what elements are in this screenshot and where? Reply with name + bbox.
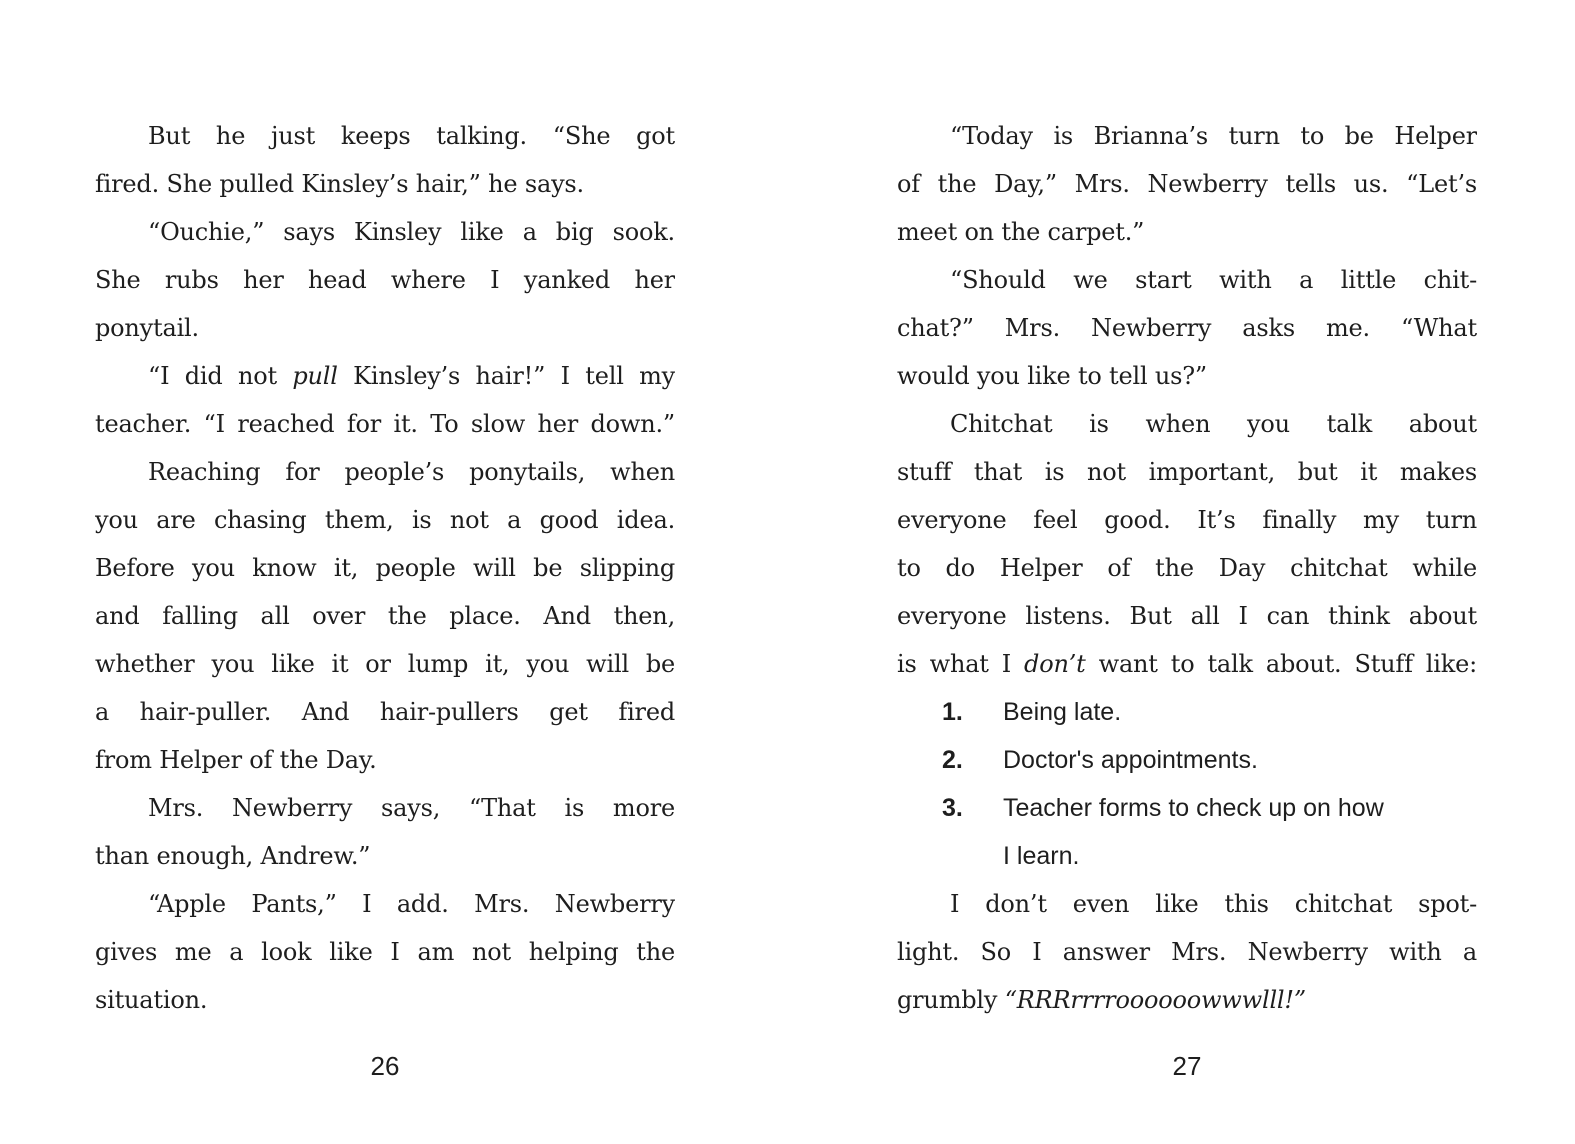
- text-segment: grumbly: [897, 986, 1005, 1014]
- text-line: I don’t even like this chitchat spot-: [950, 890, 1477, 918]
- list-item-number: 2.: [942, 746, 963, 774]
- text-line: “Apple Pants,” I add. Mrs. Newberry: [148, 890, 675, 918]
- page-left-text: [95, 112, 675, 1024]
- text-line: But he just keeps talking. “She got: [148, 122, 675, 150]
- text-line: situation.: [95, 986, 208, 1014]
- page-right: [897, 112, 1477, 1090]
- text-line: and falling all over the place. And then,: [95, 602, 675, 630]
- text-line: whether you like it or lump it, you will be: [95, 650, 675, 678]
- text-line: would you like to tell us?”: [897, 362, 1207, 390]
- text-segment-italic: pull: [292, 362, 338, 390]
- text-line: ponytail.: [95, 314, 199, 342]
- text-line: you are chasing them, is not a good idea.: [95, 506, 675, 534]
- text-line: Before you know it, people will be slipping: [95, 554, 675, 582]
- list-item-continuation: [897, 832, 1477, 880]
- list-item-text: Being late.: [1003, 698, 1122, 726]
- list-item-text: I learn.: [1003, 842, 1080, 870]
- text-line: teacher. “I reached for it. To slow her down.”: [95, 410, 675, 438]
- text-line: chat?” Mrs. Newberry asks me. “What: [897, 314, 1477, 342]
- text-line: [897, 976, 1477, 1024]
- text-line: gives me a look like I am not helping the: [95, 938, 675, 966]
- text-line: fired. She pulled Kinsley’s hair,” he says.: [95, 170, 584, 198]
- text-segment: Kinsley’s hair!” I tell my: [337, 362, 675, 390]
- text-line: [897, 640, 1477, 688]
- text-line: everyone feel good. It’s finally my turn: [897, 506, 1477, 534]
- text-line: [95, 352, 675, 400]
- text-line: Mrs. Newberry says, “That is more: [148, 794, 675, 822]
- text-line: Reaching for people’s ponytails, when: [148, 458, 675, 486]
- page-left: [95, 112, 675, 1090]
- text-line: light. So I answer Mrs. Newberry with a: [897, 938, 1477, 966]
- page-number-right: 27: [1172, 1051, 1202, 1081]
- list-item-number: 1.: [942, 698, 963, 726]
- text-line: than enough, Andrew.”: [95, 842, 371, 870]
- text-line: “Today is Brianna’s turn to be Helper: [950, 122, 1477, 150]
- text-line: of the Day,” Mrs. Newberry tells us. “Let’s: [897, 170, 1477, 198]
- text-segment-italic: don’t: [1024, 650, 1086, 678]
- text-line: from Helper of the Day.: [95, 746, 377, 774]
- text-line: “Ouchie,” says Kinsley like a big sook.: [148, 218, 675, 246]
- text-line: She rubs her head where I yanked her: [95, 266, 675, 294]
- list-item-text: Doctor's appointments.: [1003, 746, 1258, 774]
- list-item: [897, 688, 1477, 736]
- text-segment-italic: “RRRrrrroooooowwwlll!”: [1004, 986, 1306, 1014]
- text-segment: “I did not: [148, 362, 293, 390]
- list-item-text: Teacher forms to check up on how: [1003, 794, 1384, 822]
- text-segment: is what I: [897, 650, 1025, 678]
- list-item: [897, 736, 1477, 784]
- text-segment: want to talk about. Stuff like:: [1085, 650, 1477, 678]
- text-line: “Should we start with a little chit-: [950, 266, 1477, 294]
- text-line: Chitchat is when you talk about: [950, 410, 1477, 438]
- list-item: [897, 784, 1477, 832]
- page-right-text: [897, 112, 1477, 1024]
- text-line: to do Helper of the Day chitchat while: [897, 554, 1477, 582]
- text-line: everyone listens. But all I can think about: [897, 602, 1477, 630]
- text-line: a hair-puller. And hair-pullers get fired: [95, 698, 675, 726]
- list-item-number: 3.: [942, 794, 963, 822]
- text-line: meet on the carpet.”: [897, 218, 1145, 246]
- page-number-left: 26: [370, 1051, 400, 1081]
- text-line: stuff that is not important, but it makes: [897, 458, 1477, 486]
